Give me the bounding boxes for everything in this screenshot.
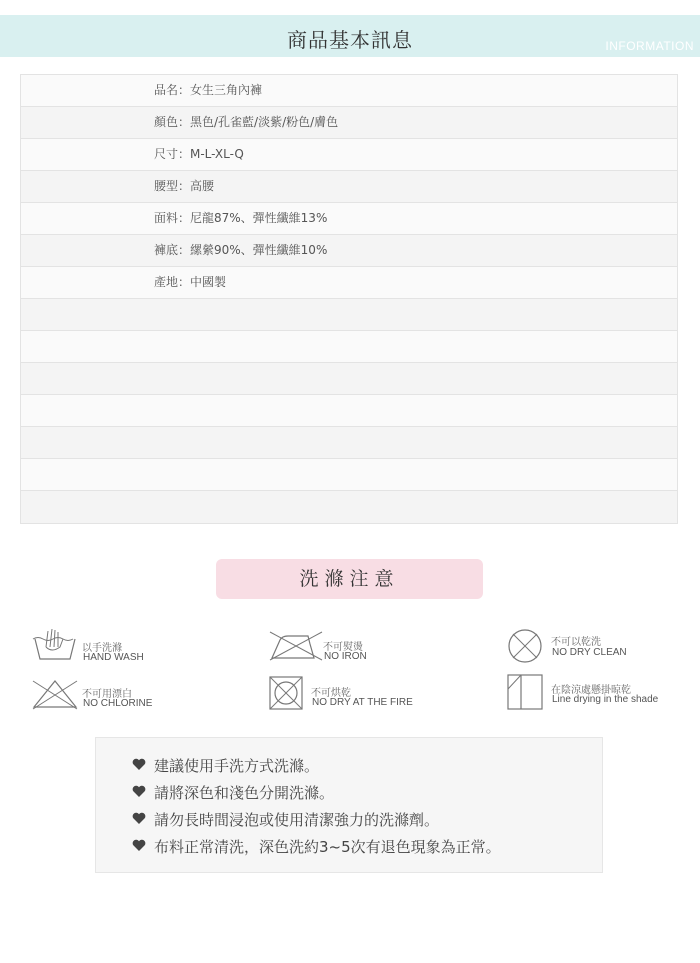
heart-icon <box>132 785 146 798</box>
spec-row-color <box>21 107 677 139</box>
spec-row-empty <box>21 363 677 395</box>
spec-text: 面料：尼龍87%、彈性纖維13% <box>154 211 328 225</box>
heart-icon <box>132 758 146 771</box>
tip-text: 建議使用手洗方式洗滌。 <box>154 757 320 775</box>
spec-row-gusset <box>21 235 677 267</box>
care-en-label: NO DRY CLEAN <box>552 647 627 658</box>
care-cn-label: 不可以乾洗 <box>551 637 601 648</box>
care-en-label: NO DRY AT THE FIRE <box>312 697 413 708</box>
spec-row-empty <box>21 427 677 459</box>
page-title: 商品基本訊息 <box>287 28 413 52</box>
spec-row-empty <box>21 331 677 363</box>
heart-icon <box>132 839 146 852</box>
spec-text: 顏色：黑色/孔雀藍/淡紫/粉色/膚色 <box>154 115 339 129</box>
care-cn-label: 以手洗滌 <box>82 643 122 654</box>
spec-row-fabric <box>21 203 677 235</box>
spec-row-empty <box>21 299 677 331</box>
care-tips-box <box>95 737 603 873</box>
spec-text: 產地：中國製 <box>154 275 227 289</box>
care-en-label: NO CHLORINE <box>83 698 153 709</box>
heart-icon <box>132 812 146 825</box>
care-title: 洗滌注意 <box>216 559 483 599</box>
no-iron-icon <box>268 630 324 662</box>
care-cn-label: 不可用漂白 <box>82 689 132 700</box>
care-en-label: HAND WASH <box>83 652 144 663</box>
care-item-line-dry-shade <box>506 673 696 713</box>
no-tumble-dry-icon <box>268 675 304 711</box>
spec-row-empty <box>21 459 677 491</box>
care-cn-label: 不可熨燙 <box>323 642 363 653</box>
spec-row-origin <box>21 267 677 299</box>
spec-text: 褲底：縲縈90%、彈性纖維10% <box>154 243 328 257</box>
spec-row-empty <box>21 395 677 427</box>
care-item-no-iron <box>268 630 418 670</box>
spec-text: 品名：女生三角內褲 <box>154 83 263 97</box>
tip-text: 請將深色和淺色分開洗滌。 <box>154 784 335 802</box>
page-subtitle: INFORMATION <box>605 39 694 53</box>
line-dry-shade-icon <box>506 673 544 711</box>
care-item-no-tumble-dry <box>268 675 438 715</box>
spec-table <box>20 74 678 524</box>
tip-text: 布料正常清洗，深色洗約3~5次有退色現象為正常。 <box>154 838 501 856</box>
care-en-label: NO IRON <box>324 651 367 662</box>
spec-text: 腰型：高腰 <box>154 179 215 193</box>
spec-row-waist <box>21 171 677 203</box>
no-dry-clean-icon <box>506 627 544 665</box>
care-item-hand-wash <box>30 625 180 665</box>
care-item-no-chlorine <box>30 677 180 717</box>
tip-text: 請勿長時間浸泡或使用清潔強力的洗滌劑。 <box>154 811 440 829</box>
care-en-label: Line drying in the shade <box>552 694 659 705</box>
spec-row-size <box>21 139 677 171</box>
care-cn-label: 在陰涼處懸掛晾乾 <box>551 685 631 696</box>
hand-wash-icon <box>30 625 80 665</box>
spec-text: 尺寸：M-L-XL-Q <box>154 147 244 161</box>
spec-row-name <box>21 75 677 107</box>
care-item-no-dry-clean <box>506 627 676 667</box>
spec-row-empty <box>21 491 677 523</box>
no-chlorine-icon <box>30 677 80 711</box>
care-cn-label: 不可烘乾 <box>311 688 351 699</box>
